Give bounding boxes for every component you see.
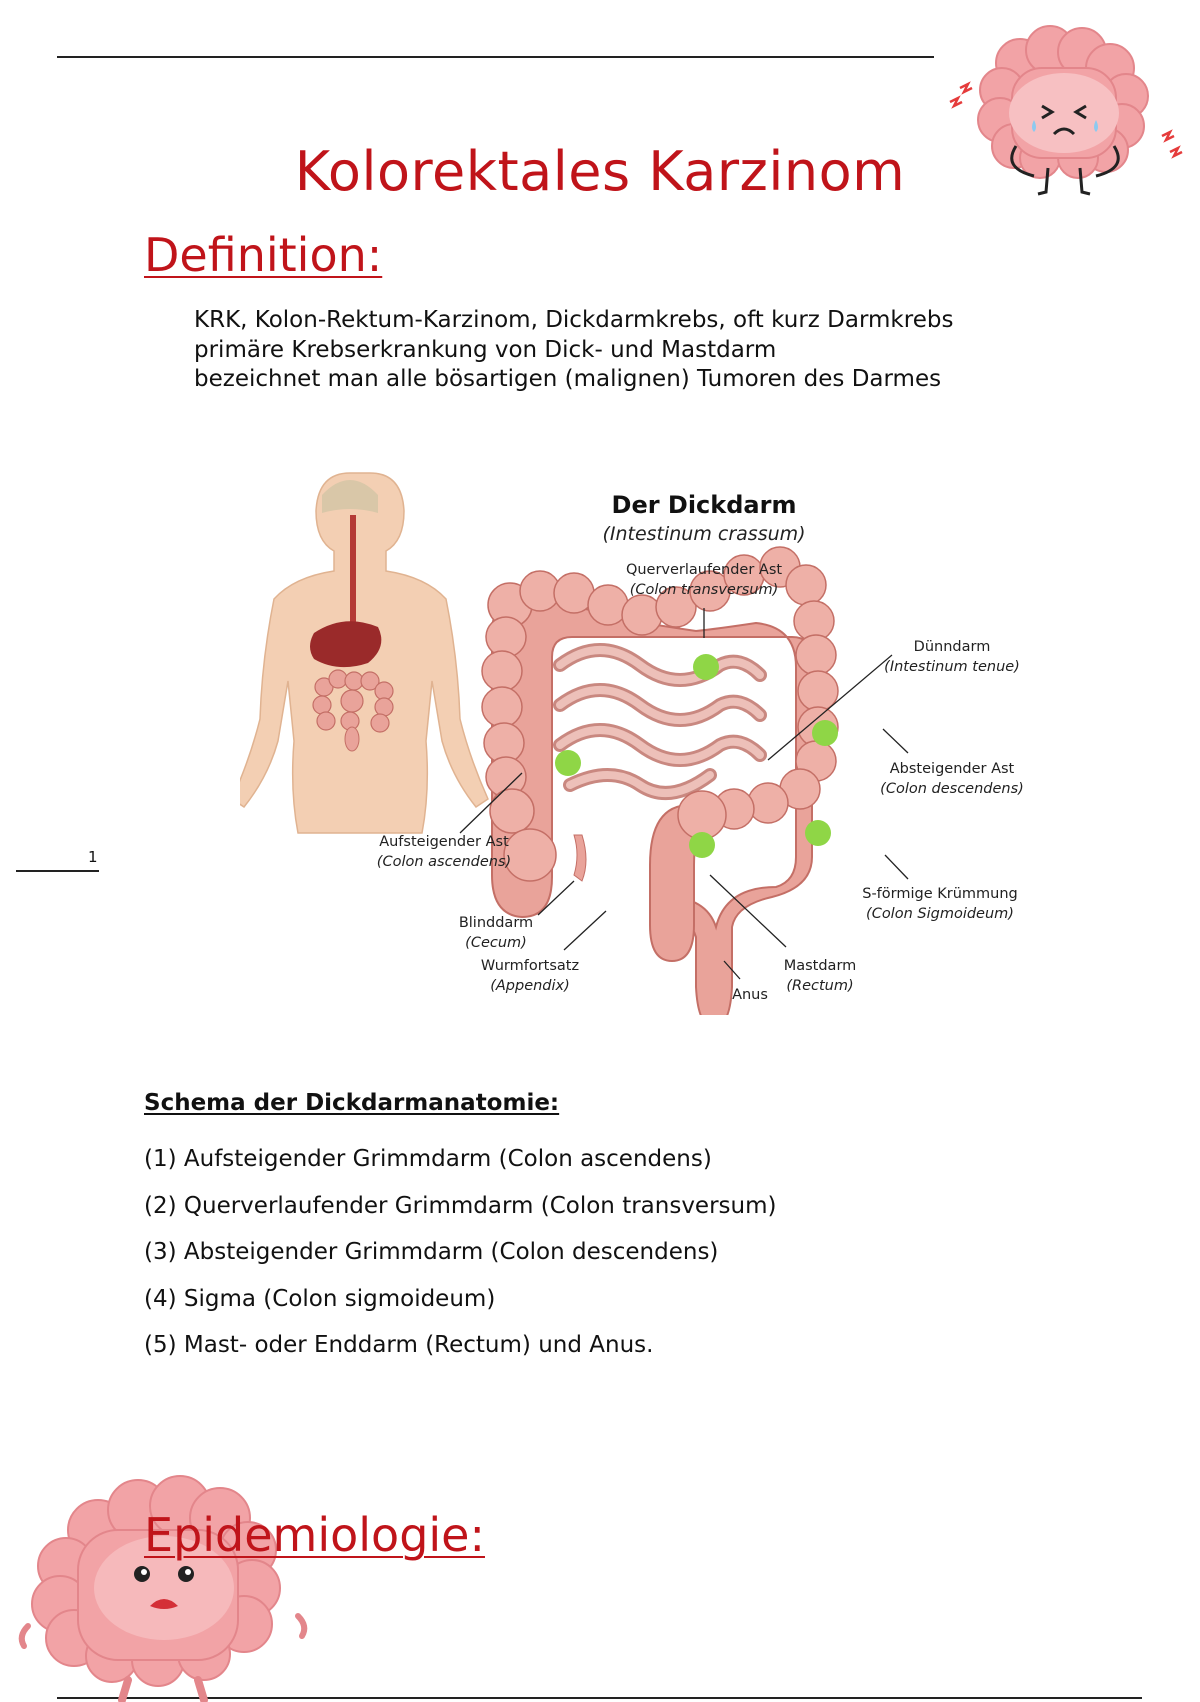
definition-list	[158, 306, 953, 395]
label-ascendens-latin: (Colon ascendens)	[376, 854, 512, 870]
label-sigmoideum: S-förmige Krümmung	[862, 886, 1018, 902]
human-body-illustration	[240, 473, 488, 833]
label-duenndarm-latin: (Intestinum tenue)	[884, 659, 1020, 675]
diagram-subtitle: (Intestinum crassum)	[602, 523, 806, 545]
label-ascendens: Aufsteigender Ast	[379, 834, 509, 850]
list-item	[158, 306, 953, 336]
schema-list	[144, 1136, 776, 1369]
definition-item-text: primäre Krebserkrankung von Dick- und Mastdarm	[194, 336, 777, 363]
page-title: Kolorektales Karzinom	[294, 140, 906, 203]
footnote-number: 1	[88, 848, 98, 866]
label-transversum-latin: (Colon transversum)	[629, 582, 779, 598]
footnote-rule	[16, 870, 99, 872]
label-rectum: Mastdarm	[783, 958, 857, 974]
bullet-icon	[158, 306, 194, 336]
schema-heading: Schema der Dickdarmanatomie:	[144, 1090, 560, 1116]
label-descendens: Absteigender Ast	[889, 761, 1015, 777]
label-duenndarm: Dünndarm	[913, 639, 991, 655]
list-item: (5) Mast- oder Enddarm (Rectum) und Anus.	[144, 1332, 654, 1358]
list-item	[158, 336, 953, 366]
epidemiology-heading: Epidemiologie:	[144, 1508, 485, 1562]
diagram-title: Der Dickdarm	[611, 491, 797, 519]
list-item: (2) Querverlaufender Grimmdarm (Colon transversum)	[144, 1192, 777, 1219]
label-sigmoideum-latin: (Colon Sigmoideum)	[866, 906, 1014, 922]
label-appendix-latin: (Appendix)	[490, 978, 570, 994]
definition-heading: Definition:	[144, 228, 383, 282]
label-transversum: Querverlaufender Ast	[625, 562, 783, 578]
list-item: (3) Absteigender Grimmdarm (Colon descendens)	[144, 1239, 719, 1265]
bullet-icon	[158, 365, 194, 395]
top-rule	[57, 56, 934, 58]
bullet-icon	[158, 336, 194, 366]
list-item	[158, 365, 953, 395]
definition-item-text: bezeichnet man alle bösartigen (malignen) Tumoren des Darmes	[194, 366, 942, 392]
label-cecum: Blinddarm	[458, 915, 534, 931]
label-cecum-latin: (Cecum)	[465, 935, 527, 951]
definition-item-text: KRK, Kolon-Rektum-Karzinom, Dickdarmkrebs, oft kurz Darmkrebs	[194, 307, 954, 333]
label-descendens-latin: (Colon descendens)	[880, 781, 1024, 797]
large-intestine-diagram	[240, 455, 1040, 1015]
sad-intestine-mascot-icon	[8, 1470, 328, 1702]
label-rectum-latin: (Rectum)	[786, 978, 854, 994]
list-item: (4) Sigma (Colon sigmoideum)	[144, 1285, 496, 1312]
label-appendix: Wurmfortsatz	[480, 958, 580, 974]
label-anus: Anus	[732, 987, 768, 1003]
list-item: (1) Aufsteigender Grimmdarm (Colon ascendens)	[144, 1146, 712, 1172]
